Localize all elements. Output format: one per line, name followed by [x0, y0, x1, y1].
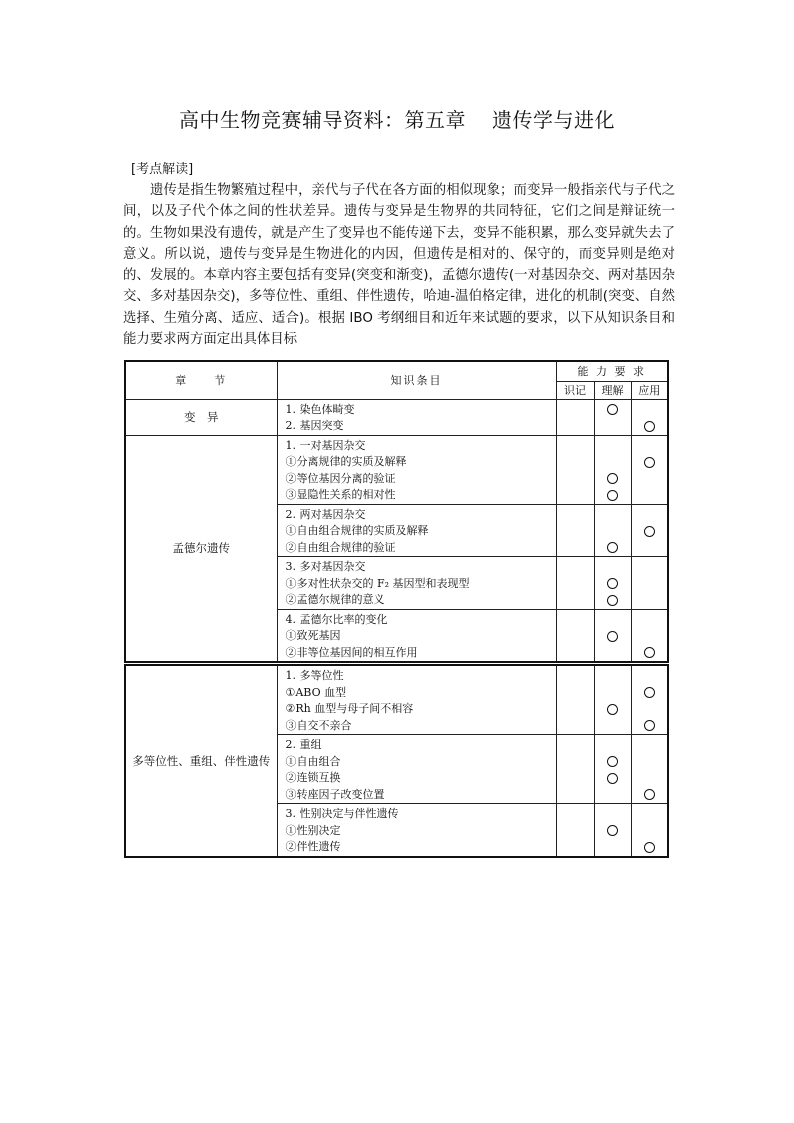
knowledge-item: ③转座因子改变位置 [285, 787, 385, 801]
understand-cell [594, 804, 631, 857]
header-chapter: 章 节 [125, 361, 277, 399]
apply-cell [631, 557, 668, 610]
requirement-circle-icon [607, 631, 618, 642]
requirement-circle-icon [644, 789, 655, 800]
knowledge-item: 3. 性别决定与伴性遗传 [285, 807, 399, 820]
table-row [125, 435, 668, 504]
requirement-circle-icon [644, 647, 655, 658]
requirement-circle-icon [607, 825, 618, 836]
knowledge-item: ①ABO 血型 [285, 685, 347, 699]
knowledge-items-cell [277, 804, 556, 857]
requirement-circle-icon [607, 595, 618, 606]
recognize-cell [556, 504, 594, 557]
requirement-circle-icon [644, 842, 655, 853]
knowledge-item: ③自交不亲合 [285, 718, 352, 732]
section-label: [考点解读] [131, 162, 194, 177]
apply-cell [631, 735, 668, 804]
knowledge-item: 2. 基因突变 [285, 419, 344, 432]
knowledge-items-cell [277, 504, 556, 557]
knowledge-item: ①自由组合规律的实质及解释 [285, 524, 429, 537]
apply-cell [631, 665, 668, 735]
requirement-circle-icon [607, 578, 618, 589]
requirement-circle-icon [644, 457, 655, 468]
knowledge-item: 4. 孟德尔比率的变化 [285, 612, 388, 626]
knowledge-item: ②伴性遗传 [285, 840, 341, 853]
requirement-circle-icon [607, 773, 618, 784]
understand-cell [594, 665, 631, 735]
requirement-circle-icon [607, 704, 618, 715]
knowledge-item: ②自由组合规律的验证 [285, 540, 396, 554]
recognize-cell [556, 399, 594, 435]
recognize-cell [556, 557, 594, 610]
requirement-circle-icon [644, 526, 655, 537]
intro-paragraph: 遗传是指生物繁殖过程中，亲代与子代在各方面的相似现象；而变异一般指亲代与子代之间，以及子代个体之间的性状差异。遗传与变异是生物界的共同特征，它们之间是辩证统一的。生物如果没有遗传，就是产生了变异也不能传递下去，变异不能积累，那么变异就失去了意义。所以说，遗传与变异是生物进化的内因，但遗传是相对的、保守的，而变异则是绝对的、发展的。本章内容主要包括有变异(突变和渐变)，孟德尔遗传(一对基因杂交、两对基因杂交、多对基因杂交)，多等位性、重组、伴性遗传，哈迪-温伯格定律，进化的机制(突变、自然选择、生殖分离、适应、适合)。根据 IBO 考纲细目和近年来试题的要求，以下从知识条目和能力要求两方面定出具体目标 [123, 183, 675, 348]
chapter-cell: 多等位性、重组、伴性遗传 [125, 665, 277, 857]
apply-cell [631, 804, 668, 857]
apply-cell [631, 609, 668, 662]
knowledge-item: ①分离规律的实质及解释 [285, 455, 407, 468]
knowledge-items-cell [277, 557, 556, 610]
knowledge-item: 1. 染色体畸变 [285, 402, 355, 416]
header-ability: 能 力 要 求 [556, 361, 668, 381]
understand-cell [594, 399, 631, 435]
title-topic: 遗传学与进化 [492, 108, 615, 132]
knowledge-item: ②连锁互换 [285, 771, 341, 784]
apply-cell [631, 504, 668, 557]
understand-cell [594, 504, 631, 557]
requirement-circle-icon [644, 421, 655, 432]
page-title [0, 104, 794, 133]
apply-cell [631, 399, 668, 435]
knowledge-item: 1. 多等位性 [285, 669, 344, 682]
header-understand: 理解 [594, 381, 631, 399]
requirement-circle-icon [644, 720, 655, 731]
recognize-cell [556, 735, 594, 804]
header-knowledge: 知识条目 [277, 361, 556, 399]
recognize-cell [556, 665, 594, 735]
recognize-cell [556, 609, 594, 662]
knowledge-item: 3. 多对基因杂交 [285, 560, 366, 573]
understand-cell [594, 735, 631, 804]
knowledge-item: ③显隐性关系的相对性 [285, 488, 396, 501]
knowledge-items-cell [277, 735, 556, 804]
understand-cell [594, 435, 631, 504]
knowledge-item: ①致死基因 [285, 629, 341, 642]
recognize-cell [556, 435, 594, 504]
table-row [125, 665, 668, 735]
knowledge-item: 2. 重组 [285, 738, 322, 751]
title-chapter: 高中生物竞赛辅导资料：第五章 [179, 108, 466, 132]
knowledge-item: ②Rh 血型与母子间不相容 [285, 702, 414, 715]
requirement-circle-icon [607, 473, 618, 484]
requirements-table-2 [124, 664, 669, 858]
knowledge-items-cell [277, 609, 556, 662]
knowledge-item: ①自由组合 [285, 754, 341, 768]
knowledge-item: ②孟德尔规律的意义 [285, 593, 385, 606]
knowledge-item: 1. 一对基因杂交 [285, 438, 366, 452]
knowledge-item: ②非等位基因间的相互作用 [285, 645, 418, 659]
requirement-circle-icon [607, 490, 618, 501]
requirement-circle-icon [607, 756, 618, 767]
chapter-cell: 变 异 [125, 399, 277, 435]
requirements-table-1 [124, 360, 669, 663]
knowledge-items-cell [277, 665, 556, 735]
requirement-circle-icon [607, 404, 618, 415]
knowledge-item: 2. 两对基因杂交 [285, 507, 366, 521]
knowledge-items-cell [277, 399, 556, 435]
understand-cell [594, 557, 631, 610]
knowledge-item: ①性别决定 [285, 823, 341, 837]
apply-cell [631, 435, 668, 504]
header-apply: 应用 [631, 381, 668, 399]
understand-cell [594, 609, 631, 662]
requirement-circle-icon [607, 542, 618, 553]
knowledge-items-cell [277, 435, 556, 504]
chapter-cell: 孟德尔遗传 [125, 435, 277, 662]
recognize-cell [556, 804, 594, 857]
header-recognize: 识记 [556, 381, 594, 399]
requirement-circle-icon [644, 687, 655, 698]
table-row [125, 399, 668, 435]
knowledge-item: ①多对性状杂交的 F₂ 基因型和表现型 [285, 576, 470, 590]
knowledge-item: ②等位基因分离的验证 [285, 471, 396, 485]
